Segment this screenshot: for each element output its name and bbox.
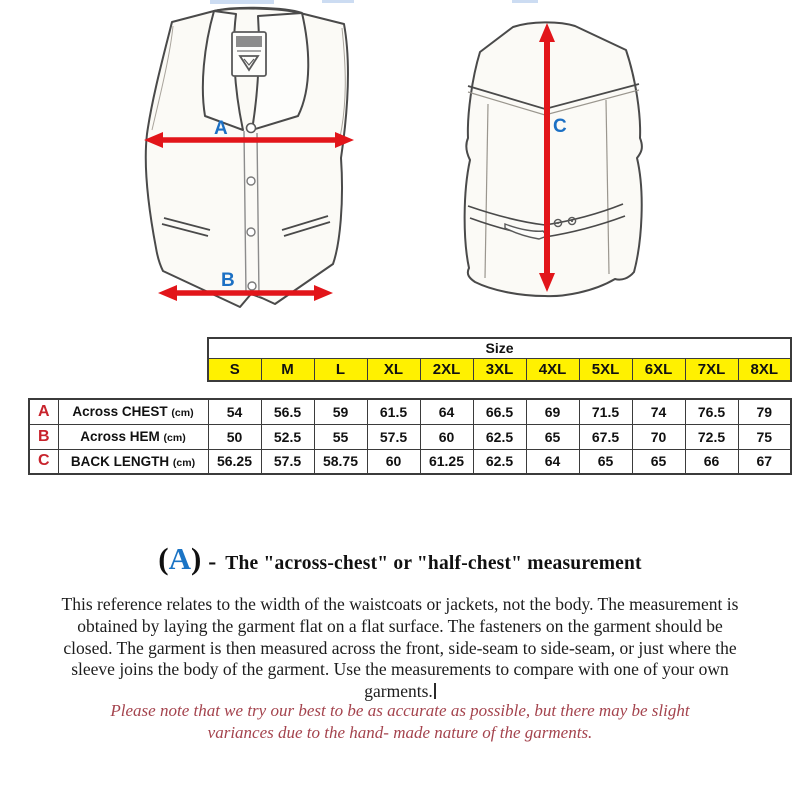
size-cell: 8XL [738, 358, 791, 381]
row-letter: A [29, 399, 58, 424]
measurement-value: 66.5 [473, 399, 526, 424]
size-cell: XL [367, 358, 420, 381]
size-cell: L [314, 358, 367, 381]
measurement-value: 61.25 [420, 449, 473, 474]
measurement-row [29, 424, 791, 449]
button-icon [247, 177, 255, 185]
row-label: Across HEM (cm) [58, 424, 208, 449]
vest-diagrams [0, 0, 800, 335]
measurement-value: 67.5 [579, 424, 632, 449]
size-title: Size [208, 338, 791, 358]
heading-text: The "across-chest" or "half-chest" measurement [225, 553, 642, 574]
measurement-row [29, 399, 791, 424]
row-label: BACK LENGTH (cm) [58, 449, 208, 474]
measure-label-c: C [553, 116, 567, 137]
measurement-value: 75 [738, 424, 791, 449]
size-cell: 7XL [685, 358, 738, 381]
size-cell: 2XL [420, 358, 473, 381]
heading-paren-close: ) [190, 541, 202, 576]
row-letter: C [29, 449, 58, 474]
measurement-value: 50 [208, 424, 261, 449]
front-vest-sketch [140, 6, 390, 328]
measurement-value: 74 [632, 399, 685, 424]
size-cell: 5XL [579, 358, 632, 381]
measurement-value: 56.25 [208, 449, 261, 474]
measurement-value: 59 [314, 399, 367, 424]
size-cell: 6XL [632, 358, 685, 381]
measurement-value: 65 [579, 449, 632, 474]
measure-label-a: A [214, 118, 228, 139]
button-icon [247, 124, 256, 133]
measurement-value: 64 [420, 399, 473, 424]
size-cell: 3XL [473, 358, 526, 381]
measurement-value: 61.5 [367, 399, 420, 424]
measurement-arrows [0, 0, 800, 335]
measurement-value: 60 [367, 449, 420, 474]
measurement-value: 76.5 [685, 399, 738, 424]
size-cell: S [208, 358, 261, 381]
accuracy-note-line2: variances due to the hand- made nature of the garments. [207, 722, 593, 742]
measurement-value: 58.75 [314, 449, 367, 474]
measurement-value: 54 [208, 399, 261, 424]
measurement-row [29, 449, 791, 474]
size-row [208, 358, 791, 381]
measurement-value: 55 [314, 424, 367, 449]
explanation-heading [0, 541, 800, 577]
measurement-value: 57.5 [367, 424, 420, 449]
measurement-value: 62.5 [473, 449, 526, 474]
button-icon [248, 282, 256, 290]
explanation-body [55, 594, 745, 703]
back-vest-sketch [443, 20, 663, 302]
size-cell: 4XL [526, 358, 579, 381]
brand-tag-icon [232, 32, 266, 76]
accuracy-note-line1: Please note that we try our best to be as accurate as possible, but there may be slight [110, 701, 690, 720]
row-label: Across CHEST (cm) [58, 399, 208, 424]
measurement-value: 67 [738, 449, 791, 474]
size-title-row [208, 338, 791, 358]
measurement-value: 60 [420, 424, 473, 449]
measurement-value: 57.5 [261, 449, 314, 474]
size-cell: M [261, 358, 314, 381]
measurement-rows [29, 399, 791, 474]
heading-letter-a: A [168, 541, 191, 576]
explanation-body-text: This reference relates to the width of the waistcoats or jackets, not the body. The measurement is obtained by laying the garment flat on a flat surface. The fasteners on the garment should be closed. The garment is then measured across the front, side-seam to side-seam, or just where the sleeve joins the body of the garment. Use the measurements to compare with one of your own garments. [61, 594, 739, 702]
size-header-table [207, 337, 792, 382]
measurement-value: 79 [738, 399, 791, 424]
measurement-value: 71.5 [579, 399, 632, 424]
measurement-value: 52.5 [261, 424, 314, 449]
text-cursor [434, 683, 436, 699]
row-letter: B [29, 424, 58, 449]
measurement-value: 64 [526, 449, 579, 474]
measure-label-b: B [221, 270, 235, 291]
measurement-table [28, 398, 792, 475]
measurement-value: 65 [632, 449, 685, 474]
measurement-value: 65 [526, 424, 579, 449]
measurement-value: 72.5 [685, 424, 738, 449]
measurement-value: 56.5 [261, 399, 314, 424]
accuracy-note [40, 700, 760, 743]
measurement-value: 69 [526, 399, 579, 424]
heading-dash: - [208, 549, 217, 575]
measurement-value: 62.5 [473, 424, 526, 449]
button-icon [247, 228, 255, 236]
measurement-value: 70 [632, 424, 685, 449]
measurement-value: 66 [685, 449, 738, 474]
heading-paren-open: ( [158, 541, 169, 576]
